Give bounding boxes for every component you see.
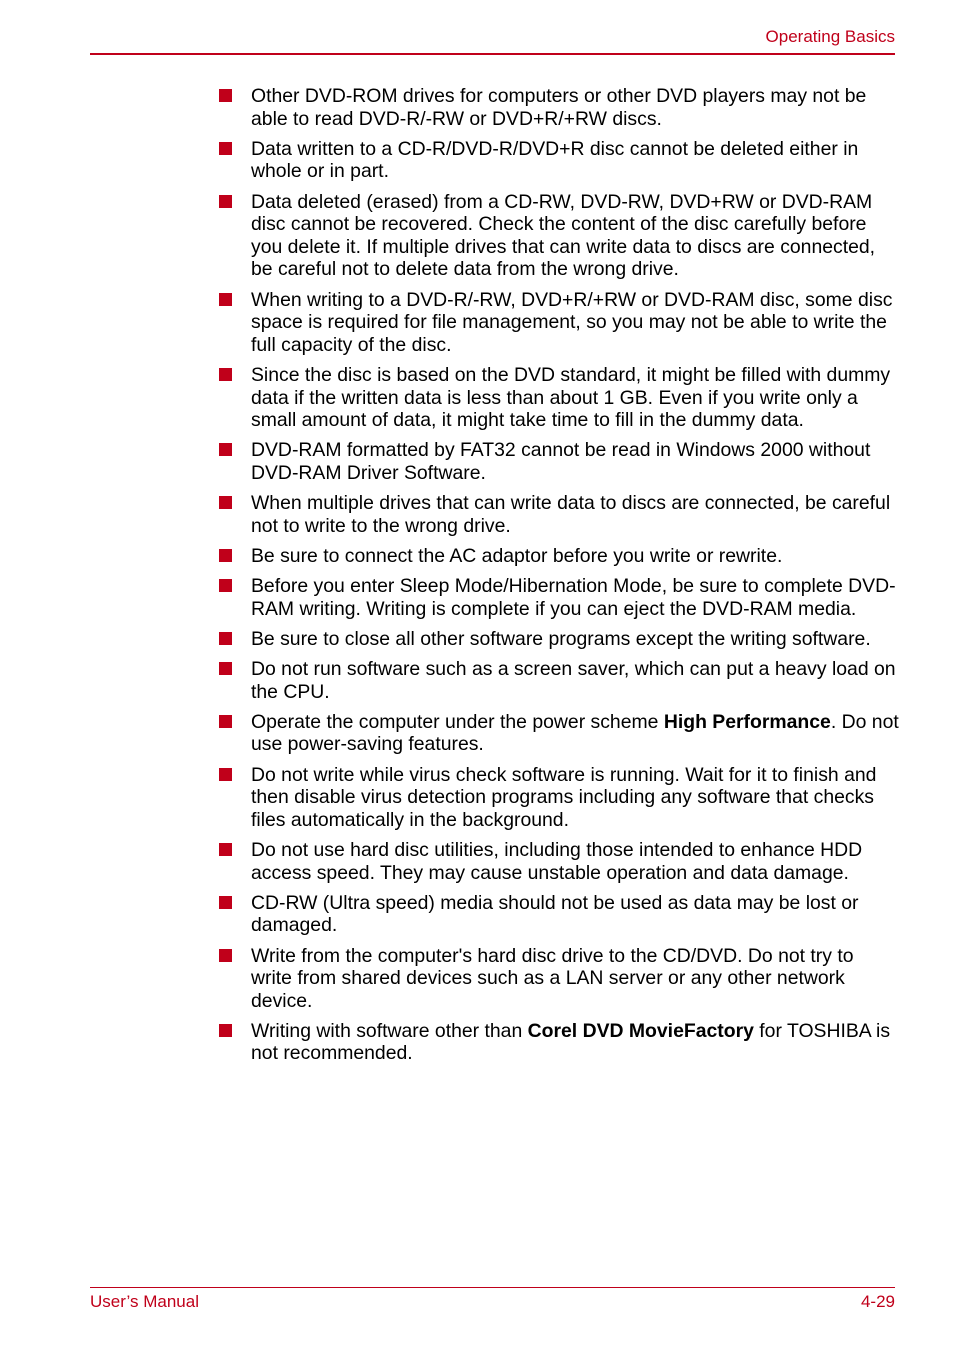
list-item-text-start: Writing with software other than (251, 1019, 528, 1042)
square-bullet-icon (219, 89, 232, 102)
footer-divider (90, 1287, 895, 1288)
square-bullet-icon (219, 443, 232, 456)
list-item (219, 439, 899, 484)
list-item-text: Data deleted (erased) from a CD-RW, DVD-RW, DVD+RW or DVD-RAM disc cannot be recovered. Check the content of the disc carefully before you delete it. If multiple drives that can write data to discs are connected, be careful not to delete data from the wrong drive. (251, 190, 876, 281)
list-item-text: When writing to a DVD-R/-RW, DVD+R/+RW or DVD-RAM disc, some disc space is required for file management, so you may not be able to write the full capacity of the disc. (251, 288, 893, 356)
list-item-text: Do not write while virus check software is running. Wait for it to finish and then disable virus detection programs including any software that checks files automatically in the background. (251, 763, 877, 831)
square-bullet-icon (219, 896, 232, 909)
list-item (219, 364, 899, 432)
power-scheme-name: High Performance (663, 710, 831, 733)
square-bullet-icon (219, 549, 232, 562)
square-bullet-icon (219, 1024, 232, 1037)
square-bullet-icon (219, 768, 232, 781)
list-item-text (251, 711, 899, 756)
list-item (219, 85, 899, 130)
list-item-text: Be sure to connect the AC adaptor before you write or rewrite. (251, 544, 783, 567)
list-item (219, 945, 899, 1013)
header-divider (90, 53, 895, 55)
list-item-text-end: . Do not use power-saving features. (251, 710, 899, 756)
list-item (219, 892, 899, 937)
list-item-text: Do not use hard disc utilities, including those intended to enhance HDD access speed. They may cause unstable operation and data damage. (251, 838, 863, 884)
running-header-title: Operating Basics (765, 27, 895, 46)
list-item-text: Before you enter Sleep Mode/Hibernation Mode, be sure to complete DVD-RAM writing. Writing is complete if you can eject the DVD-RAM media. (251, 575, 896, 620)
list-item-text: DVD-RAM formatted by FAT32 cannot be read in Windows 2000 without DVD-RAM Driver Software. (251, 439, 871, 484)
list-item-text: Write from the computer's hard disc drive to the CD/DVD. Do not try to write from shared devices such as a LAN server or any other network device. (251, 944, 854, 1012)
square-bullet-icon (219, 949, 232, 962)
list-item (219, 492, 899, 537)
square-bullet-icon (219, 142, 232, 155)
precautions-list (219, 85, 899, 1073)
list-item (219, 1020, 899, 1065)
square-bullet-icon (219, 715, 232, 728)
list-item-text: Data written to a CD-R/DVD-R/DVD+R disc cannot be deleted either in whole or in part. (251, 137, 859, 183)
square-bullet-icon (219, 293, 232, 306)
list-item-text: Be sure to close all other software programs except the writing software. (251, 627, 871, 650)
list-item-text-end: for TOSHIBA is not recommended. (251, 1019, 891, 1065)
square-bullet-icon (219, 662, 232, 675)
list-item (219, 628, 899, 651)
list-item (219, 289, 899, 357)
list-item-text (251, 1020, 899, 1065)
square-bullet-icon (219, 579, 232, 592)
list-item-text: CD-RW (Ultra speed) media should not be used as data may be lost or damaged. (251, 891, 859, 937)
list-item-text-start: Operate the computer under the power scheme (251, 710, 664, 733)
list-item (219, 191, 899, 281)
list-item-text: When multiple drives that can write data to discs are connected, be careful not to write to the wrong drive. (251, 492, 891, 537)
list-item (219, 575, 899, 620)
list-item-text: Other DVD-ROM drives for computers or other DVD players may not be able to read DVD-R/-RW or DVD+R/+RW discs. (251, 85, 867, 130)
list-item (219, 138, 899, 183)
list-item (219, 711, 899, 756)
list-item (219, 764, 899, 832)
square-bullet-icon (219, 195, 232, 208)
list-item (219, 545, 899, 568)
software-name: Corel DVD MovieFactory (527, 1019, 754, 1042)
footer-manual-title: User’s Manual (90, 1292, 199, 1311)
square-bullet-icon (219, 632, 232, 645)
list-item (219, 839, 899, 884)
list-item-text: Since the disc is based on the DVD standard, it might be filled with dummy data if the written data is less than about 1 GB. Even if you write only a small amount of data, it might take time to fill in the dummy data. (251, 363, 891, 432)
list-item (219, 658, 899, 703)
square-bullet-icon (219, 496, 232, 509)
square-bullet-icon (219, 843, 232, 856)
page-number: 4-29 (860, 1292, 895, 1311)
list-item-text: Do not run software such as a screen saver, which can put a heavy load on the CPU. (251, 658, 896, 703)
square-bullet-icon (219, 368, 232, 381)
